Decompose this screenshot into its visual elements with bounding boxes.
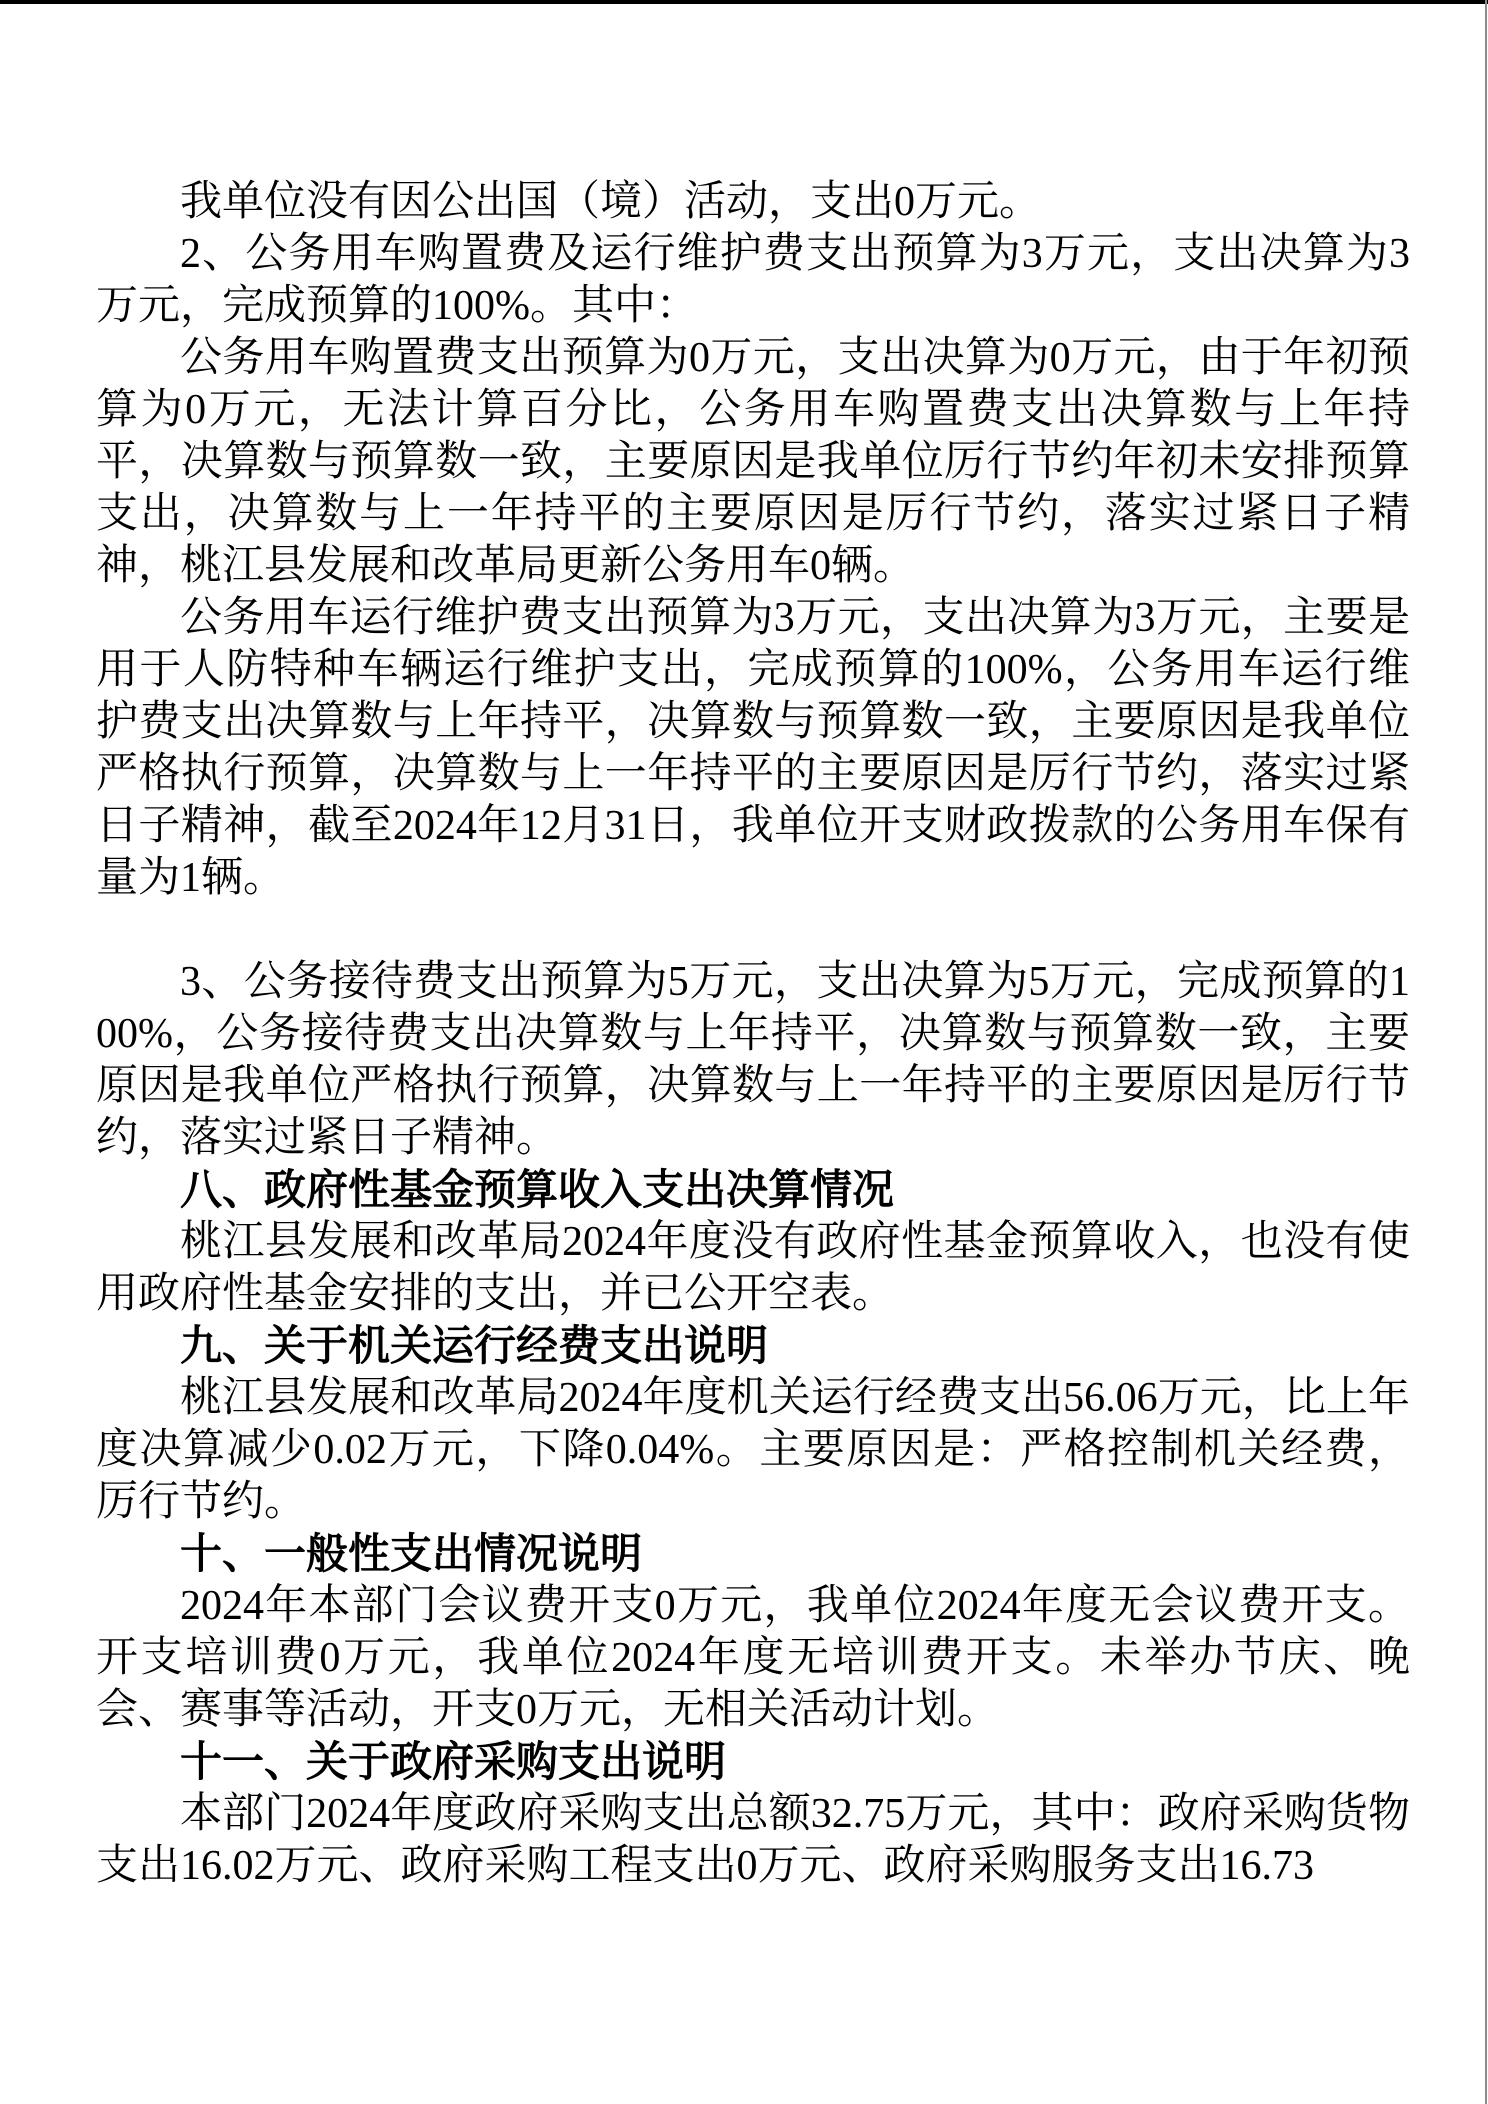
paragraph: 公务用车运行维护费支出预算为3万元，支出决算为3万元，主要是用于人防特种车辆运行维护支出，完成预算的100%，公务用车运行维护费支出决算数与上年持平，决算数与预算数一致，主要原因是我单位严格执行预算，决算数与上一年持平的主要原因是厉行节约，落实过紧日子精神，截至2024年12月31日，我单位开支财政拨款的公务用车保有量为1辆。 [96,595,1410,901]
paragraph: 我单位没有因公出国（境）活动，支出0万元。 [180,179,1042,225]
paragraph: 桃江县发展和改革局2024年度没有政府性基金预算收入，也没有使用政府性基金安排的支出，并已公开空表。 [96,1219,1410,1317]
section-heading: 九、关于机关运行经费支出说明 [180,1322,769,1369]
paragraph: 2、公务用车购置费及运行维护费支出预算为3万元，支出决算为3万元，完成预算的100%。其中： [96,231,1410,329]
section-heading: 十、一般性支出情况说明 [180,1530,643,1577]
paragraph: 2024年本部门会议费开支0万元，我单位2024年度无会议费开支。开支培训费0万元，我单位2024年度无培训费开支。未举办节庆、晚会、赛事等活动，开支0万元，无相关活动计划。 [96,1583,1410,1733]
paragraph: 桃江县发展和改革局2024年度机关运行经费支出56.06万元，比上年度决算减少0.02万元，下降0.04%。主要原因是：严格控制机关经费，厉行节约。 [96,1375,1410,1525]
page-right-border [1485,0,1487,2104]
section-heading: 八、政府性基金预算收入支出决算情况 [180,1166,895,1213]
paragraph: 公务用车购置费支出预算为0万元，支出决算为0万元，由于年初预算为0万元，无法计算百分比，公务用车购置费支出决算数与上年持平，决算数与预算数一致，主要原因是我单位厉行节约年初未安排预算支出，决算数与上一年持平的主要原因是厉行节约，落实过紧日子精神，桃江县发展和改革局更新公务用车0辆。 [96,335,1410,589]
document-body [96,176,1410,1892]
section-heading: 十一、关于政府采购支出说明 [180,1738,727,1785]
top-border-bar [0,0,1488,4]
paragraph: 本部门2024年度政府采购支出总额32.75万元，其中：政府采购货物支出16.02万元、政府采购工程支出0万元、政府采购服务支出16.73 [96,1791,1410,1889]
paragraph: 3、公务接待费支出预算为5万元，支出决算为5万元，完成预算的100%，公务接待费支出决算数与上年持平，决算数与预算数一致，主要原因是我单位严格执行预算，决算数与上一年持平的主要原因是厉行节约，落实过紧日子精神。 [96,959,1410,1161]
